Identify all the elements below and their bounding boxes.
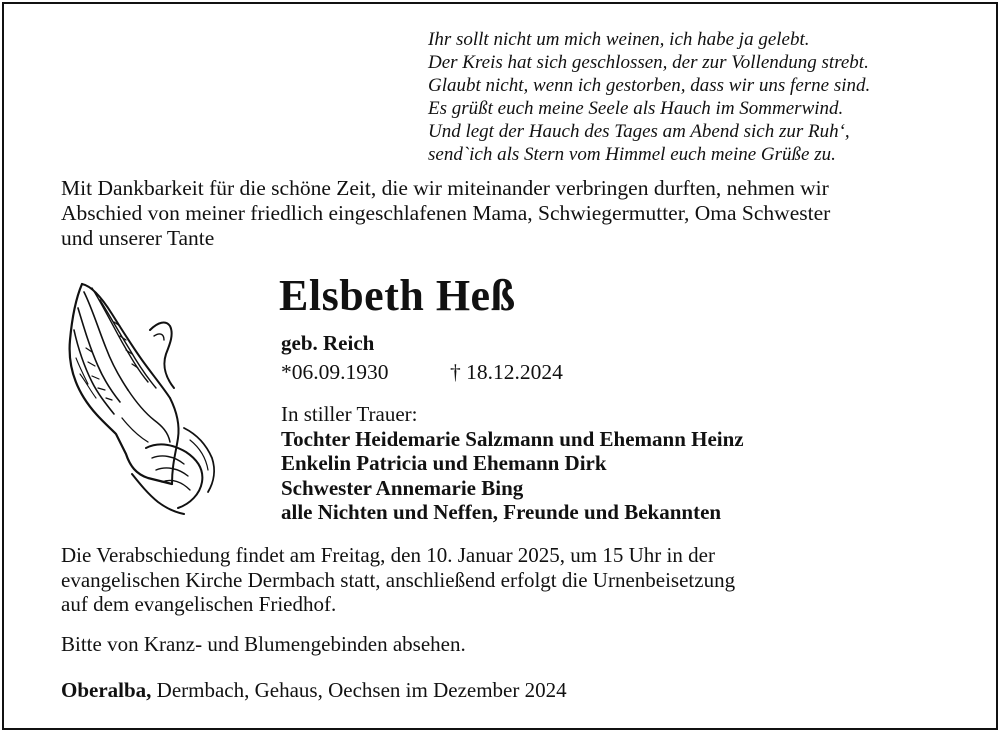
place-rest: Dermbach, Gehaus, Oechsen im Dezember 2024 [151, 678, 567, 702]
place-and-date [61, 678, 567, 703]
service-line: auf dem evangelischen Friedhof. [61, 592, 337, 616]
maiden-name: geb. Reich [281, 331, 375, 355]
service-line: Die Verabschiedung findet am Freitag, den 10. Januar 2025, um 15 Uhr in der [61, 543, 715, 567]
service-line: evangelischen Kirche Dermbach statt, anschließend erfolgt die Urnenbeisetzung [61, 567, 736, 592]
flower-request: Bitte von Kranz- und Blumengebinden absehen. [61, 632, 466, 656]
deceased-name: Elsbeth Heß [279, 271, 516, 320]
poem-line: Ihr sollt nicht um mich weinen, ich habe ja gelebt. [428, 29, 810, 50]
mourner-entry: Schwester Annemarie Bing [281, 475, 524, 500]
mourners-list [281, 402, 744, 525]
intro-line: und unserer Tante [61, 226, 215, 250]
place-town: Oberalba, [61, 678, 152, 702]
birth-date: *06.09.1930 [281, 360, 389, 384]
poem-line: send`ich als Stern vom Himmel euch meine Grüße zu. [428, 144, 836, 165]
mourner-entry: alle Nichten und Neffen, Freunde und Bekannten [281, 500, 722, 524]
mourners-heading: In stiller Trauer: [281, 402, 418, 426]
poem [428, 28, 870, 166]
death-date: † 18.12.2024 [450, 360, 563, 384]
intro-line: Mit Dankbarkeit für die schöne Zeit, die wir miteinander verbringen durften, nehmen wir [61, 176, 829, 200]
praying-hands-icon [62, 278, 222, 516]
poem-line: Und legt der Hauch des Tages am Abend sich zur Ruh‘, [428, 121, 850, 142]
intro-text [61, 176, 830, 251]
intro-line: Abschied von meiner friedlich eingeschlafenen Mama, Schwiegermutter, Oma Schwester [61, 201, 831, 225]
poem-line: Glaubt nicht, wenn ich gestorben, dass wir uns ferne sind. [428, 75, 871, 96]
poem-line: Es grüßt euch meine Seele als Hauch im Sommerwind. [428, 98, 844, 119]
poem-line: Der Kreis hat sich geschlossen, der zur Vollendung strebt. [428, 52, 869, 73]
service-details [61, 543, 735, 617]
mourner-entry: Tochter Heidemarie Salzmann und Ehemann Heinz [281, 426, 744, 451]
mourner-entry: Enkelin Patricia und Ehemann Dirk [281, 451, 607, 475]
